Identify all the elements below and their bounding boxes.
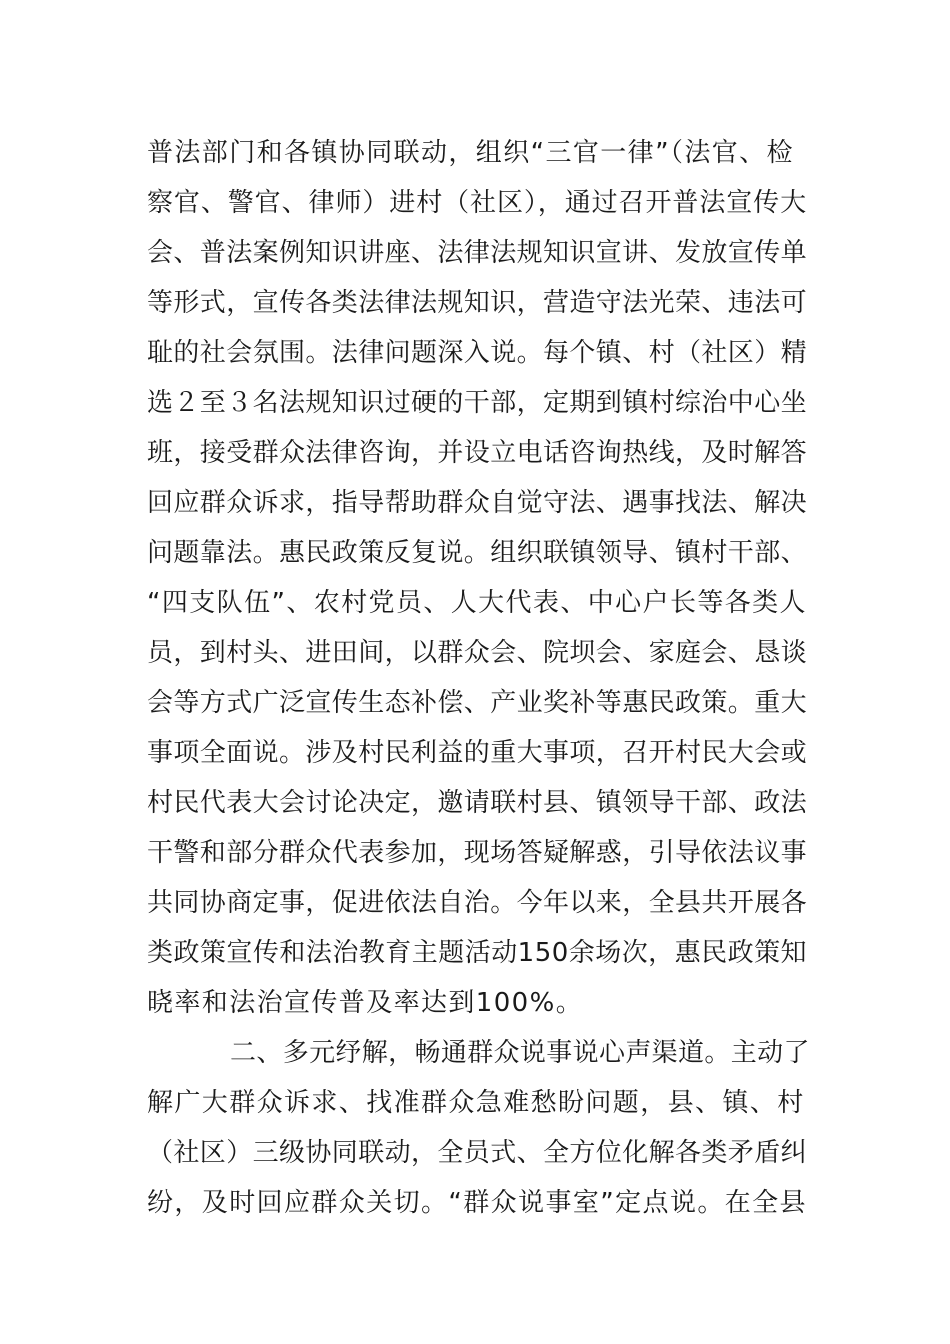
- text-line: 班，接受群众法律咨询，并设立电话咨询热线，及时解答: [147, 438, 808, 468]
- text-line: 普法部门和各镇协同联动，组织“三官一律”（法官、检: [147, 138, 794, 168]
- text-line: 纷，及时回应群众关切。“群众说事室”定点说。在全县: [147, 1188, 807, 1218]
- text-line: 村民代表大会讨论决定，邀请联村县、镇领导干部、政法: [147, 788, 808, 818]
- text-line: 会等方式广泛宣传生态补偿、产业奖补等惠民政策。重大: [147, 688, 808, 718]
- text-line: 会、普法案例知识讲座、法律法规知识宣讲、发放宣传单: [147, 238, 808, 268]
- text-line: “四支队伍”、农村党员、人大代表、中心户长等各类人: [147, 588, 807, 618]
- text-line: 等形式，宣传各类法律法规知识，营造守法光荣、违法可: [147, 288, 808, 318]
- text-line: 员，到村头、进田间，以群众会、院坝会、家庭会、恳谈: [147, 638, 808, 668]
- text-line: 类政策宣传和法治教育主题活动150余场次，惠民政策知: [147, 938, 808, 968]
- text-line: 干警和部分群众代表参加，现场答疑解惑，引导依法议事: [147, 838, 808, 868]
- text-line: 解广大群众诉求、找准群众急难愁盼问题，县、镇、村: [147, 1088, 805, 1118]
- text-line: 事项全面说。涉及村民利益的重大事项，召开村民大会或: [147, 738, 808, 768]
- text-line: 共同协商定事，促进依法自治。今年以来，全县共开展各: [147, 888, 808, 918]
- paragraph-first-line: 二、多元纾解，畅通群众说事说心声渠道。主动了: [230, 1038, 810, 1068]
- text-line: 回应群众诉求，指导帮助群众自觉守法、遇事找法、解决: [147, 488, 808, 518]
- text-line: 选２至３名法规知识过硬的干部，定期到镇村综治中心坐: [147, 388, 808, 418]
- text-line: 察官、警官、律师）进村（社区），通过召开普法宣传大: [147, 188, 808, 218]
- text-line: 问题靠法。惠民政策反复说。组织联镇领导、镇村干部、: [147, 538, 808, 568]
- text-line: 耻的社会氛围。法律问题深入说。每个镇、村（社区）精: [147, 338, 808, 368]
- text-line: 晓率和法治宣传普及率达到100%。: [147, 988, 584, 1018]
- text-line: （社区）三级协同联动，全员式、全方位化解各类矛盾纠: [147, 1138, 808, 1168]
